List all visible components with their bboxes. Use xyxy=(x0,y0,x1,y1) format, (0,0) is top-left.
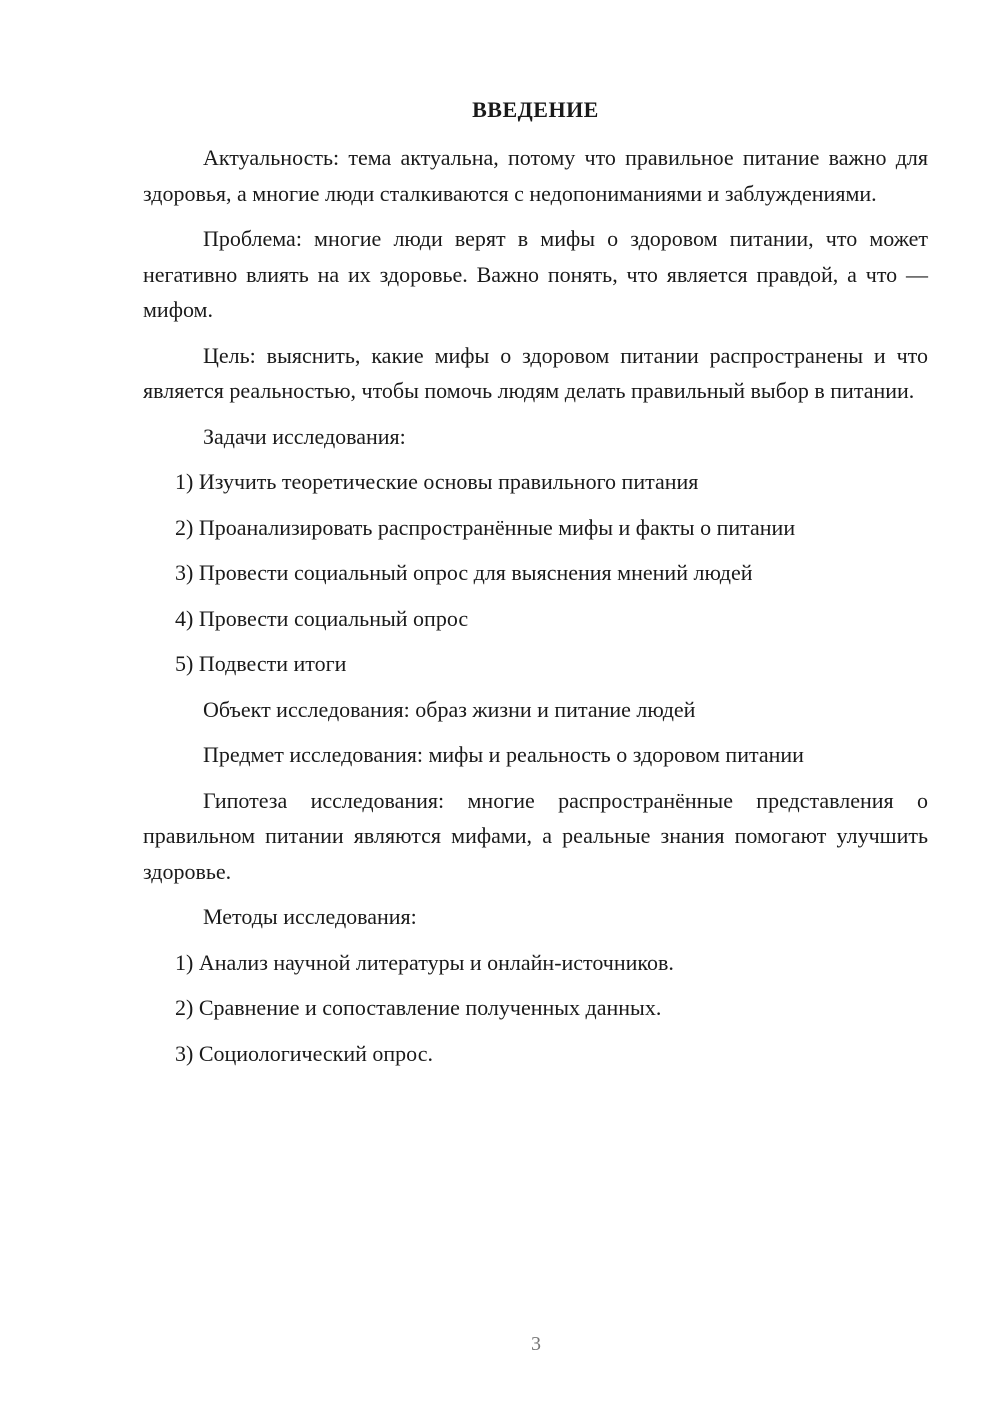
method-item: 2) Сравнение и сопоставление полученных данных. xyxy=(175,995,662,1020)
hypothesis-paragraph: Гипотеза исследования: многие распространённые представления о правильном питании являются мифами, а реальные знания помогают улучшить здоровье. xyxy=(143,787,928,884)
page-number: 3 xyxy=(531,1333,541,1355)
task-item: 3) Провести социальный опрос для выяснения мнений людей xyxy=(175,560,753,585)
goal-paragraph: Цель: выяснить, какие мифы о здоровом питании распространены и что является реальностью, чтобы помочь людям делать правильный выбор в питании. xyxy=(143,342,928,403)
document-page xyxy=(143,92,928,1081)
relevance-paragraph: Актуальность: тема актуальна, потому что правильное питание важно для здоровья, а многие люди сталкиваются с недопониманиями и заблуждениями. xyxy=(143,145,928,206)
methods-heading: Методы исследования: xyxy=(203,904,417,929)
section-title: ВВЕДЕНИЕ xyxy=(472,97,599,122)
tasks-heading: Задачи исследования: xyxy=(203,423,406,449)
object-line: Объект исследования: образ жизни и питание людей xyxy=(203,696,696,722)
task-item: 2) Проанализировать распространённые мифы и факты о питании xyxy=(175,514,796,540)
problem-paragraph: Проблема: многие люди верят в мифы о здоровом питании, что может негативно влиять на их здоровье. Важно понять, что является правдой, а что — мифом. xyxy=(143,226,928,322)
method-item: 3) Социологический опрос. xyxy=(175,1040,433,1066)
subject-line: Предмет исследования: мифы и реальность о здоровом питании xyxy=(203,742,804,767)
task-item: 1) Изучить теоретические основы правильного питания xyxy=(175,469,699,494)
method-item: 1) Анализ научной литературы и онлайн-источников. xyxy=(175,949,674,975)
task-item: 5) Подвести итоги xyxy=(175,651,347,676)
task-item: 4) Провести социальный опрос xyxy=(175,605,469,631)
